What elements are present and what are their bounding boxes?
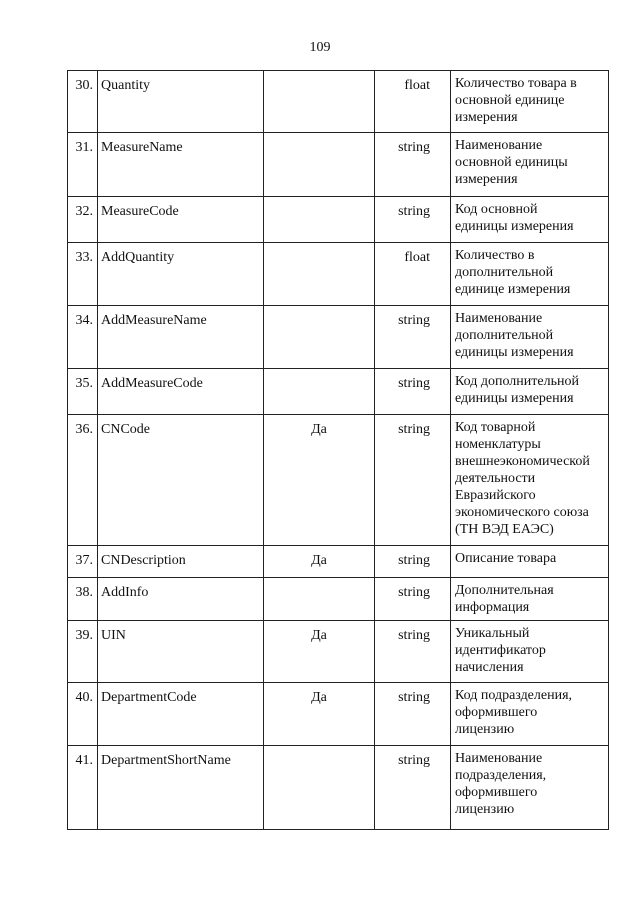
field-description-line: идентификатор: [455, 643, 546, 658]
field-required: [264, 746, 375, 830]
field-type: string: [375, 369, 451, 415]
field-description: [451, 243, 609, 306]
field-description-line: внешнеэкономической: [455, 454, 590, 469]
table-row: [68, 546, 609, 578]
field-description-line: Евразийского: [455, 488, 536, 503]
field-description-line: информация: [455, 600, 530, 615]
row-number: 31.: [68, 133, 98, 197]
row-number: 34.: [68, 306, 98, 369]
field-type: string: [375, 578, 451, 621]
field-required: [264, 578, 375, 621]
row-number: 36.: [68, 415, 98, 546]
field-description-line: номенклатуры: [455, 437, 541, 452]
table-row: [68, 71, 609, 133]
field-description-line: Код основной: [455, 202, 538, 217]
field-required: [264, 197, 375, 243]
field-required: Да: [264, 546, 375, 578]
field-name: CNDescription: [98, 546, 264, 578]
field-description-line: Уникальный: [455, 626, 530, 641]
table-row: [68, 415, 609, 546]
row-number: 39.: [68, 621, 98, 683]
field-description-line: Наименование: [455, 138, 543, 153]
field-description-line: дополнительной: [455, 328, 554, 343]
field-required: [264, 133, 375, 197]
field-description-line: основной единице: [455, 93, 565, 108]
page-number: 109: [309, 40, 331, 55]
field-description-line: Код дополнительной: [455, 374, 579, 389]
field-description-line: дополнительной: [455, 265, 554, 280]
field-description-line: измерения: [455, 172, 518, 187]
table-row: [68, 133, 609, 197]
field-type: string: [375, 546, 451, 578]
field-description: [451, 578, 609, 621]
field-spec-table-body: [68, 71, 609, 830]
field-description-line: лицензию: [455, 802, 515, 817]
field-name: Quantity: [98, 71, 264, 133]
field-description: [451, 71, 609, 133]
field-description-line: начисления: [455, 660, 524, 675]
field-description-line: (ТН ВЭД ЕАЭС): [455, 522, 554, 537]
field-description: [451, 133, 609, 197]
field-description: [451, 746, 609, 830]
field-description-line: Количество товара в: [455, 76, 577, 91]
field-description-line: Наименование: [455, 751, 543, 766]
row-number: 35.: [68, 369, 98, 415]
field-type: float: [375, 243, 451, 306]
field-name: AddMeasureName: [98, 306, 264, 369]
row-number: 38.: [68, 578, 98, 621]
field-description-line: измерения: [455, 110, 518, 125]
row-number: 40.: [68, 683, 98, 746]
field-required: [264, 243, 375, 306]
table-row: [68, 369, 609, 415]
field-name: CNCode: [98, 415, 264, 546]
field-name: AddInfo: [98, 578, 264, 621]
field-description-line: Наименование: [455, 311, 543, 326]
row-number: 32.: [68, 197, 98, 243]
row-number: 30.: [68, 71, 98, 133]
field-description-line: Описание товара: [455, 551, 557, 566]
row-number: 37.: [68, 546, 98, 578]
field-description-line: деятельности: [455, 471, 536, 486]
field-description-line: лицензию: [455, 722, 515, 737]
field-type: string: [375, 415, 451, 546]
table-row: [68, 621, 609, 683]
field-type: string: [375, 306, 451, 369]
field-name: UIN: [98, 621, 264, 683]
table-row: [68, 578, 609, 621]
field-description-line: оформившего: [455, 785, 538, 800]
table-row: [68, 683, 609, 746]
field-spec-table: [67, 70, 609, 830]
row-number: 33.: [68, 243, 98, 306]
field-description: [451, 369, 609, 415]
field-name: MeasureCode: [98, 197, 264, 243]
table-row: [68, 197, 609, 243]
field-required: Да: [264, 621, 375, 683]
row-number: 41.: [68, 746, 98, 830]
table-row: [68, 306, 609, 369]
field-description-line: оформившего: [455, 705, 538, 720]
field-required: Да: [264, 683, 375, 746]
field-description: [451, 621, 609, 683]
field-description-line: единице измерения: [455, 282, 571, 297]
field-name: MeasureName: [98, 133, 264, 197]
field-type: string: [375, 621, 451, 683]
field-type: string: [375, 197, 451, 243]
field-required: [264, 369, 375, 415]
field-name: DepartmentCode: [98, 683, 264, 746]
field-description-line: Дополнительная: [455, 583, 554, 598]
field-required: [264, 306, 375, 369]
field-description: [451, 306, 609, 369]
table-row: [68, 243, 609, 306]
field-description-line: Код товарной: [455, 420, 536, 435]
field-description-line: Количество в: [455, 248, 535, 263]
field-name: AddMeasureCode: [98, 369, 264, 415]
field-type: float: [375, 71, 451, 133]
field-description: [451, 683, 609, 746]
field-description: [451, 546, 609, 578]
field-required: Да: [264, 415, 375, 546]
field-description: [451, 197, 609, 243]
field-type: string: [375, 746, 451, 830]
field-description: [451, 415, 609, 546]
field-description-line: единицы измерения: [455, 219, 574, 234]
field-name: DepartmentShortName: [98, 746, 264, 830]
field-description-line: подразделения,: [455, 768, 547, 783]
field-required: [264, 71, 375, 133]
field-description-line: единицы измерения: [455, 345, 574, 360]
field-description-line: основной единицы: [455, 155, 568, 170]
field-type: string: [375, 133, 451, 197]
field-description-line: единицы измерения: [455, 391, 574, 406]
field-name: AddQuantity: [98, 243, 264, 306]
table-row: [68, 746, 609, 830]
field-type: string: [375, 683, 451, 746]
field-description-line: Код подразделения,: [455, 688, 573, 703]
field-description-line: экономического союза: [455, 505, 589, 520]
